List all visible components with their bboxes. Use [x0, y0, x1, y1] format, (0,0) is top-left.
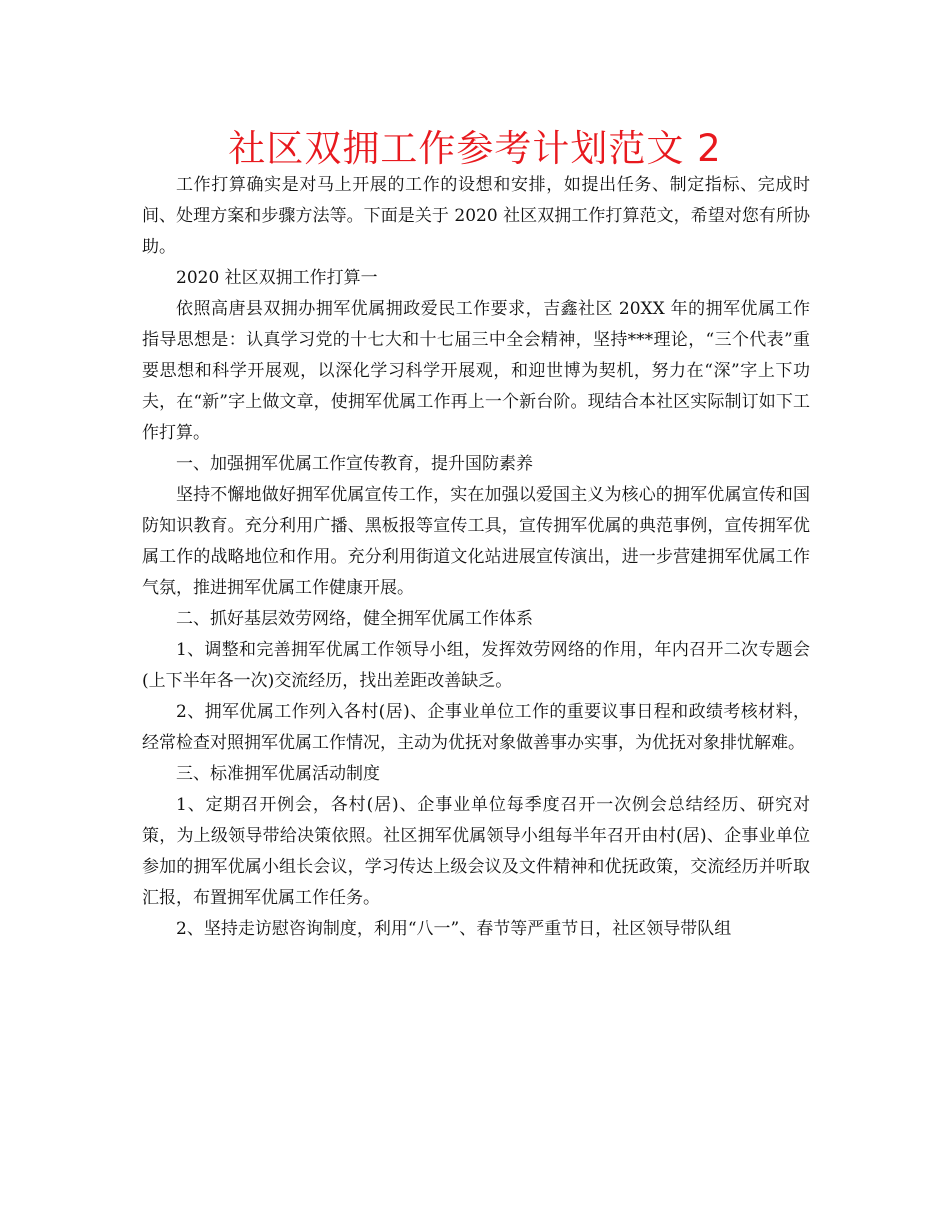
paragraph-publicity: 坚持不懈地做好拥军优属宣传工作，实在加强以爱国主义为核心的拥军优属宣传和国防知识教育。充分利用广播、黑板报等宣传工具，宣传拥军优属的典范事例，宣传拥军优属工作的战略地位和作用。充分利用街道文化站进展宣传演出，进一步营建拥军优属工作气氛，推进拥军优属工作健康开展。 [142, 485, 810, 598]
section-heading-3: 三、标准拥军优属活动制度 [176, 764, 380, 784]
section-heading-2: 二、抓好基层效劳网络，健全拥军优属工作体系 [176, 609, 533, 629]
section-heading-1: 一、加强拥军优属工作宣传教育，提升国防素养 [176, 454, 533, 474]
paragraph-item-3-2: 2、坚持走访慰咨询制度，利用“八一”、春节等严重节日，社区领导带队组 [176, 919, 732, 939]
paragraph-item-2-1: 1、调整和完善拥军优属工作领导小组，发挥效劳网络的作用，年内召开二次专题会(上下半年各一次)交流经历，找出差距改善缺乏。 [142, 640, 810, 691]
paragraph-item-2-2: 2、拥军优属工作列入各村(居)、企事业单位工作的重要议事日程和政绩考核材料，经常检查对照拥军优属工作情况，主动为优抚对象做善事办实事，为优抚对象排忧解难。 [142, 702, 810, 753]
paragraph-plan-heading: 2020 社区双拥工作打算一 [176, 268, 378, 288]
paragraph-guiding-idea: 依照高唐县双拥办拥军优属拥政爱民工作要求，吉鑫社区 20XX 年的拥军优属工作指导思想是：认真学习党的十七大和十七届三中全会精神，坚持***理论，“三个代表”重要思想和科学开展观，以深化学习科学开展观，和迎世博为契机，努力在“深”字上下功夫，在“新”字上做文章，使拥军优属工作再上一个新台阶。现结合本社区实际制订如下工作打算。 [142, 299, 810, 443]
paragraph-item-3-1: 1、定期召开例会，各村(居)、企事业单位每季度召开一次例会总结经历、研究对策，为上级领导带给决策依照。社区拥军优属领导小组每半年召开由村(居)、企事业单位参加的拥军优属小组长会议，学习传达上级会议及文件精神和优抚政策，交流经历并听取汇报，布置拥军优属工作任务。 [142, 795, 810, 908]
paragraph-intro: 工作打算确实是对马上开展的工作的设想和安排，如提出任务、制定指标、完成时间、处理方案和步骤方法等。下面是关于 2020 社区双拥工作打算范文，希望对您有所协助。 [142, 175, 810, 257]
document-body [142, 170, 810, 945]
document-title: 社区双拥工作参考计划范文 2 [228, 127, 722, 170]
